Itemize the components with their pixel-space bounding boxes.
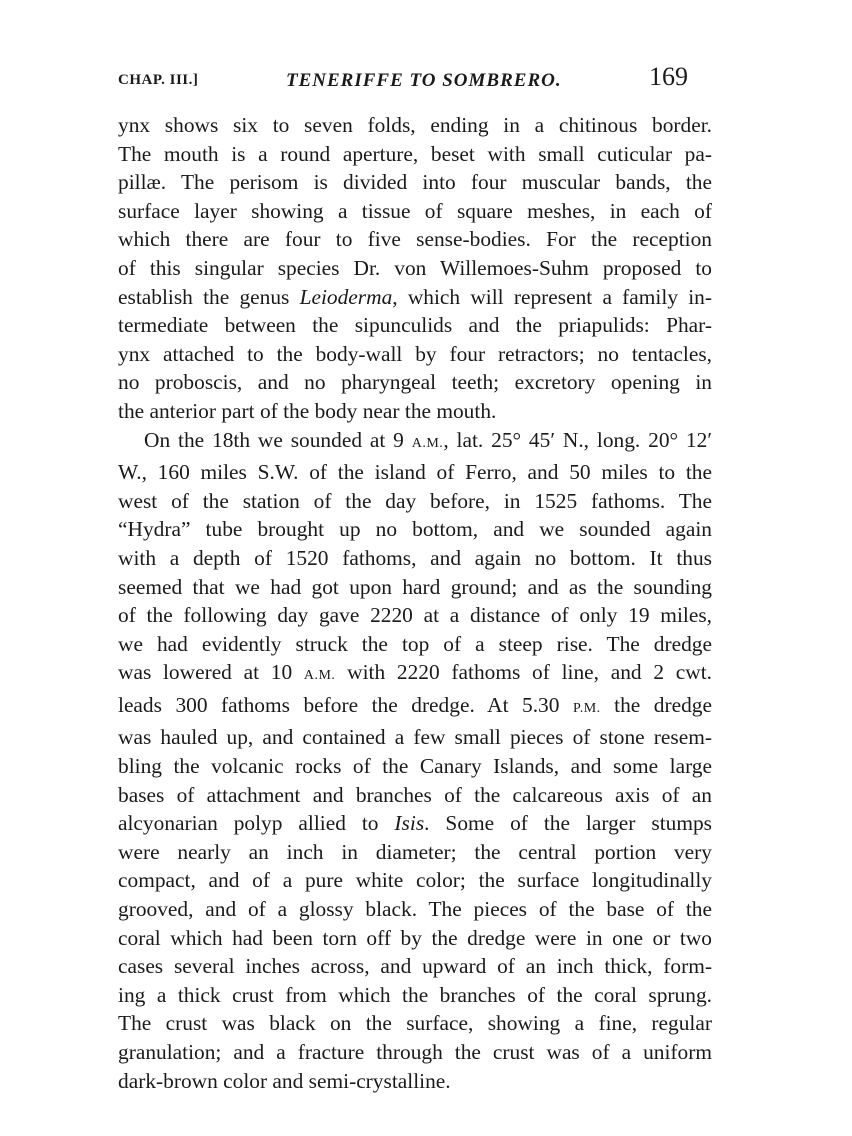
running-header — [118, 62, 688, 96]
text-line: establish the genus Leioderma, which will represent a family in- — [118, 284, 713, 309]
genus-name: Isis — [394, 811, 425, 836]
text-line: west of the station of the day before, in 1525 fathoms. The — [118, 488, 712, 513]
body-text — [118, 111, 712, 1095]
time-abbrev: P.M. — [572, 700, 601, 716]
text-line: ynx attached to the body-wall by four retractors; no tentacles, — [118, 341, 712, 366]
text-line: grooved, and of a glossy black. The pieces of the base of the — [118, 897, 712, 922]
text-line: no proboscis, and no pharyngeal teeth; excretory opening in — [118, 370, 712, 395]
page-number: 169 — [649, 62, 688, 91]
paragraph-end-line: dark-brown color and semi-crystalline. — [118, 1068, 451, 1093]
text-line: was hauled up, and contained a few small pieces of stone resem- — [118, 725, 712, 750]
text-line: termediate between the sipunculids and the priapulids: Phar- — [118, 313, 712, 338]
paragraph-end-line: the anterior part of the body near the mouth. — [118, 398, 497, 423]
text-line: ing a thick crust from which the branches of the coral sprung. — [118, 982, 712, 1007]
running-title: TENERIFFE TO SOMBRERO. — [286, 70, 562, 91]
text-line: which there are four to five sense-bodies. For the reception — [118, 227, 712, 252]
text-line: granulation; and a fracture through the crust was of a uniform — [118, 1040, 712, 1064]
text-line: “Hydra” tube brought up no bottom, and we sounded again — [118, 517, 712, 542]
text-line: of the following day gave 2220 at a distance of only 19 miles, — [118, 603, 712, 628]
text-line: pillæ. The perisom is divided into four muscular bands, the — [118, 170, 712, 195]
text-line: bling the volcanic rocks of the Canary Islands, and some large — [118, 754, 712, 779]
text-line: surface layer showing a tissue of square meshes, in each of — [118, 198, 712, 223]
text-line: seemed that we had got upon hard ground; and as the sounding — [118, 574, 712, 599]
text-line: cases several inches across, and upward of an inch thick, form- — [118, 954, 712, 979]
text-line: of this singular species Dr. von Willemoes-Suhm proposed to — [118, 255, 712, 280]
time-abbrev: A.M. — [303, 668, 336, 684]
text-line: we had evidently struck the top of a steep rise. The dredge — [118, 631, 712, 656]
text-line: coral which had been torn off by the dredge were in one or two — [118, 925, 712, 950]
text-line: compact, and of a pure white color; the surface longitudinally — [118, 868, 712, 893]
text-line: The mouth is a round aperture, beset with small cuticular pa- — [118, 141, 712, 166]
text-line: The crust was black on the surface, showing a fine, regular — [118, 1011, 712, 1036]
text-line: with a depth of 1520 fathoms, and again no bottom. It thus — [118, 545, 712, 570]
text-line: was lowered at 10 A.M. with 2220 fathoms of line, and 2 cwt. — [118, 660, 712, 685]
text-line: W., 160 miles S.W. of the island of Ferro, and 50 miles to the — [118, 460, 712, 485]
text-line: ynx shows six to seven folds, ending in a chitinous border. — [118, 113, 712, 137]
chapter-label: CHAP. III.] — [118, 72, 199, 88]
text-line: leads 300 fathoms before the dredge. At 5.30 P.M. the dredge — [118, 692, 713, 717]
paragraph-start-line: On the 18th we sounded at 9 A.M., lat. 25° 45′ N., long. 20° 12′ — [144, 427, 713, 452]
text-line: bases of attachment and branches of the calcareous axis of an — [118, 782, 712, 807]
genus-name: Leioderma — [299, 284, 393, 309]
time-abbrev: A.M. — [411, 435, 444, 451]
text-line: alcyonarian polyp allied to Isis. Some of the larger stumps — [118, 811, 712, 836]
text-line: were nearly an inch in diameter; the central portion very — [118, 839, 712, 864]
